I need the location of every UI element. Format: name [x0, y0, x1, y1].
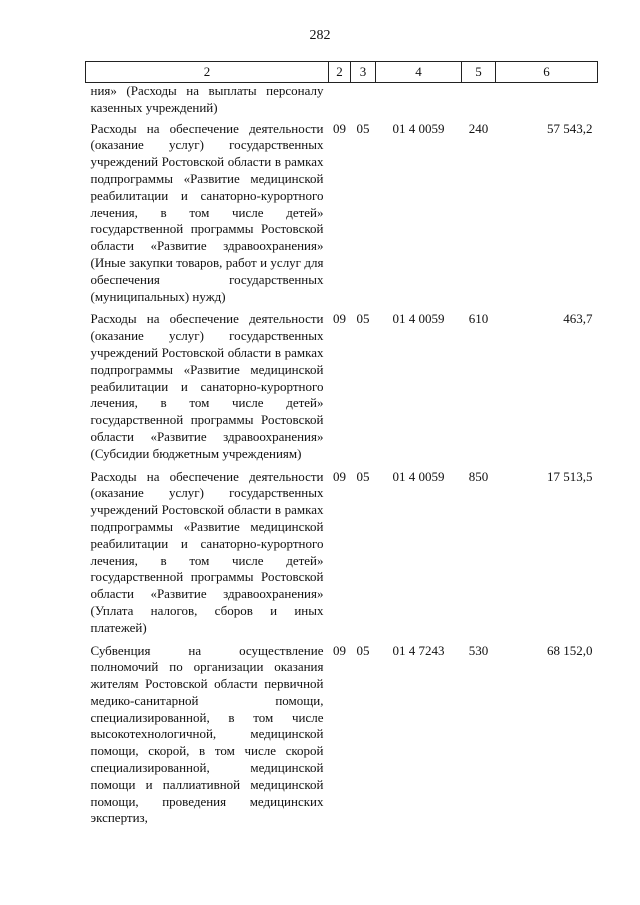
row-pr: 05 [356, 120, 370, 136]
row-description: ния» (Расходы на выплаты персоналу казенных учреждений) [90, 83, 324, 115]
table-header [86, 62, 598, 83]
row-csr [376, 83, 462, 121]
header-col-vr: 5 [462, 62, 496, 83]
row-csr: 01 4 0059 [392, 468, 445, 484]
row-csr: 01 4 0059 [392, 311, 445, 327]
row-rz: 09 [333, 468, 346, 484]
row-csr: 01 4 0059 [392, 120, 445, 136]
table-row [86, 121, 598, 312]
table-row [86, 83, 598, 121]
row-csr: 01 4 7243 [392, 642, 445, 658]
table-row [86, 469, 598, 643]
row-description: Расходы на обеспечение деятельности (оказание услуг) государственных учреждений Ростовской области в рамках подпрограммы «Развитие медицинской реабилитации и санаторно-курортного лечения, в том числе детей» государственной программы Ростовской области «Развитие здравоохранения» (Субсидии бюджетным учреждениям) [90, 311, 324, 461]
row-vr [462, 83, 496, 121]
row-pr [351, 83, 376, 121]
row-description: Расходы на обеспечение деятельности (оказание услуг) государственных учреждений Ростовской области в рамках подпрограммы «Развитие медицинской реабилитации и санаторно-курортного лечения, в том числе детей» государственной программы Ростовской области «Развитие здравоохранения» (Уплата налогов, сборов и иных платежей) [90, 468, 324, 635]
row-amount: 57 543,2 [547, 120, 593, 136]
row-amount: 68 152,0 [547, 642, 593, 658]
header-col-csr: 4 [376, 62, 462, 83]
budget-table [85, 61, 598, 833]
table-row [86, 311, 598, 468]
header-col-rz: 2 [329, 62, 351, 83]
row-rz: 09 [333, 311, 346, 327]
row-vr: 610 [468, 311, 489, 327]
page-number: 282 [309, 28, 331, 43]
row-description: Субвенция на осуществление полномочий по организации оказания жителям Ростовской области первичной медико-санитарной помощи, специализированной, в том числе высокотехнологичной, медицинской помощи, скорой, в том числе скорой специализированной, медицинской помощи и паллиативной медицинской помощи, проведения медицинских экспертиз, [90, 642, 324, 826]
row-pr: 05 [356, 468, 370, 484]
row-rz [329, 83, 351, 121]
row-vr: 530 [468, 642, 489, 658]
row-amount: 463,7 [563, 311, 593, 327]
header-col-name: 2 [86, 62, 329, 83]
row-amount: 17 513,5 [547, 468, 593, 484]
row-rz: 09 [333, 642, 346, 658]
row-pr: 05 [356, 642, 370, 658]
row-vr: 240 [468, 120, 489, 136]
row-pr: 05 [356, 311, 370, 327]
table-row [86, 643, 598, 834]
row-rz: 09 [333, 120, 346, 136]
table-body [86, 83, 598, 834]
header-col-pr: 3 [351, 62, 376, 83]
row-vr: 850 [468, 468, 489, 484]
row-description: Расходы на обеспечение деятельности (оказание услуг) государственных учреждений Ростовской области в рамках подпрограммы «Развитие медицинской реабилитации и санаторно-курортного лечения, в том числе детей» государственной программы Ростовской области «Развитие здравоохранения» (Иные закупки товаров, работ и услуг для обеспечения государственных (муниципальных) нужд) [90, 120, 324, 304]
header-col-amount: 6 [496, 62, 598, 83]
row-amount [496, 83, 598, 121]
